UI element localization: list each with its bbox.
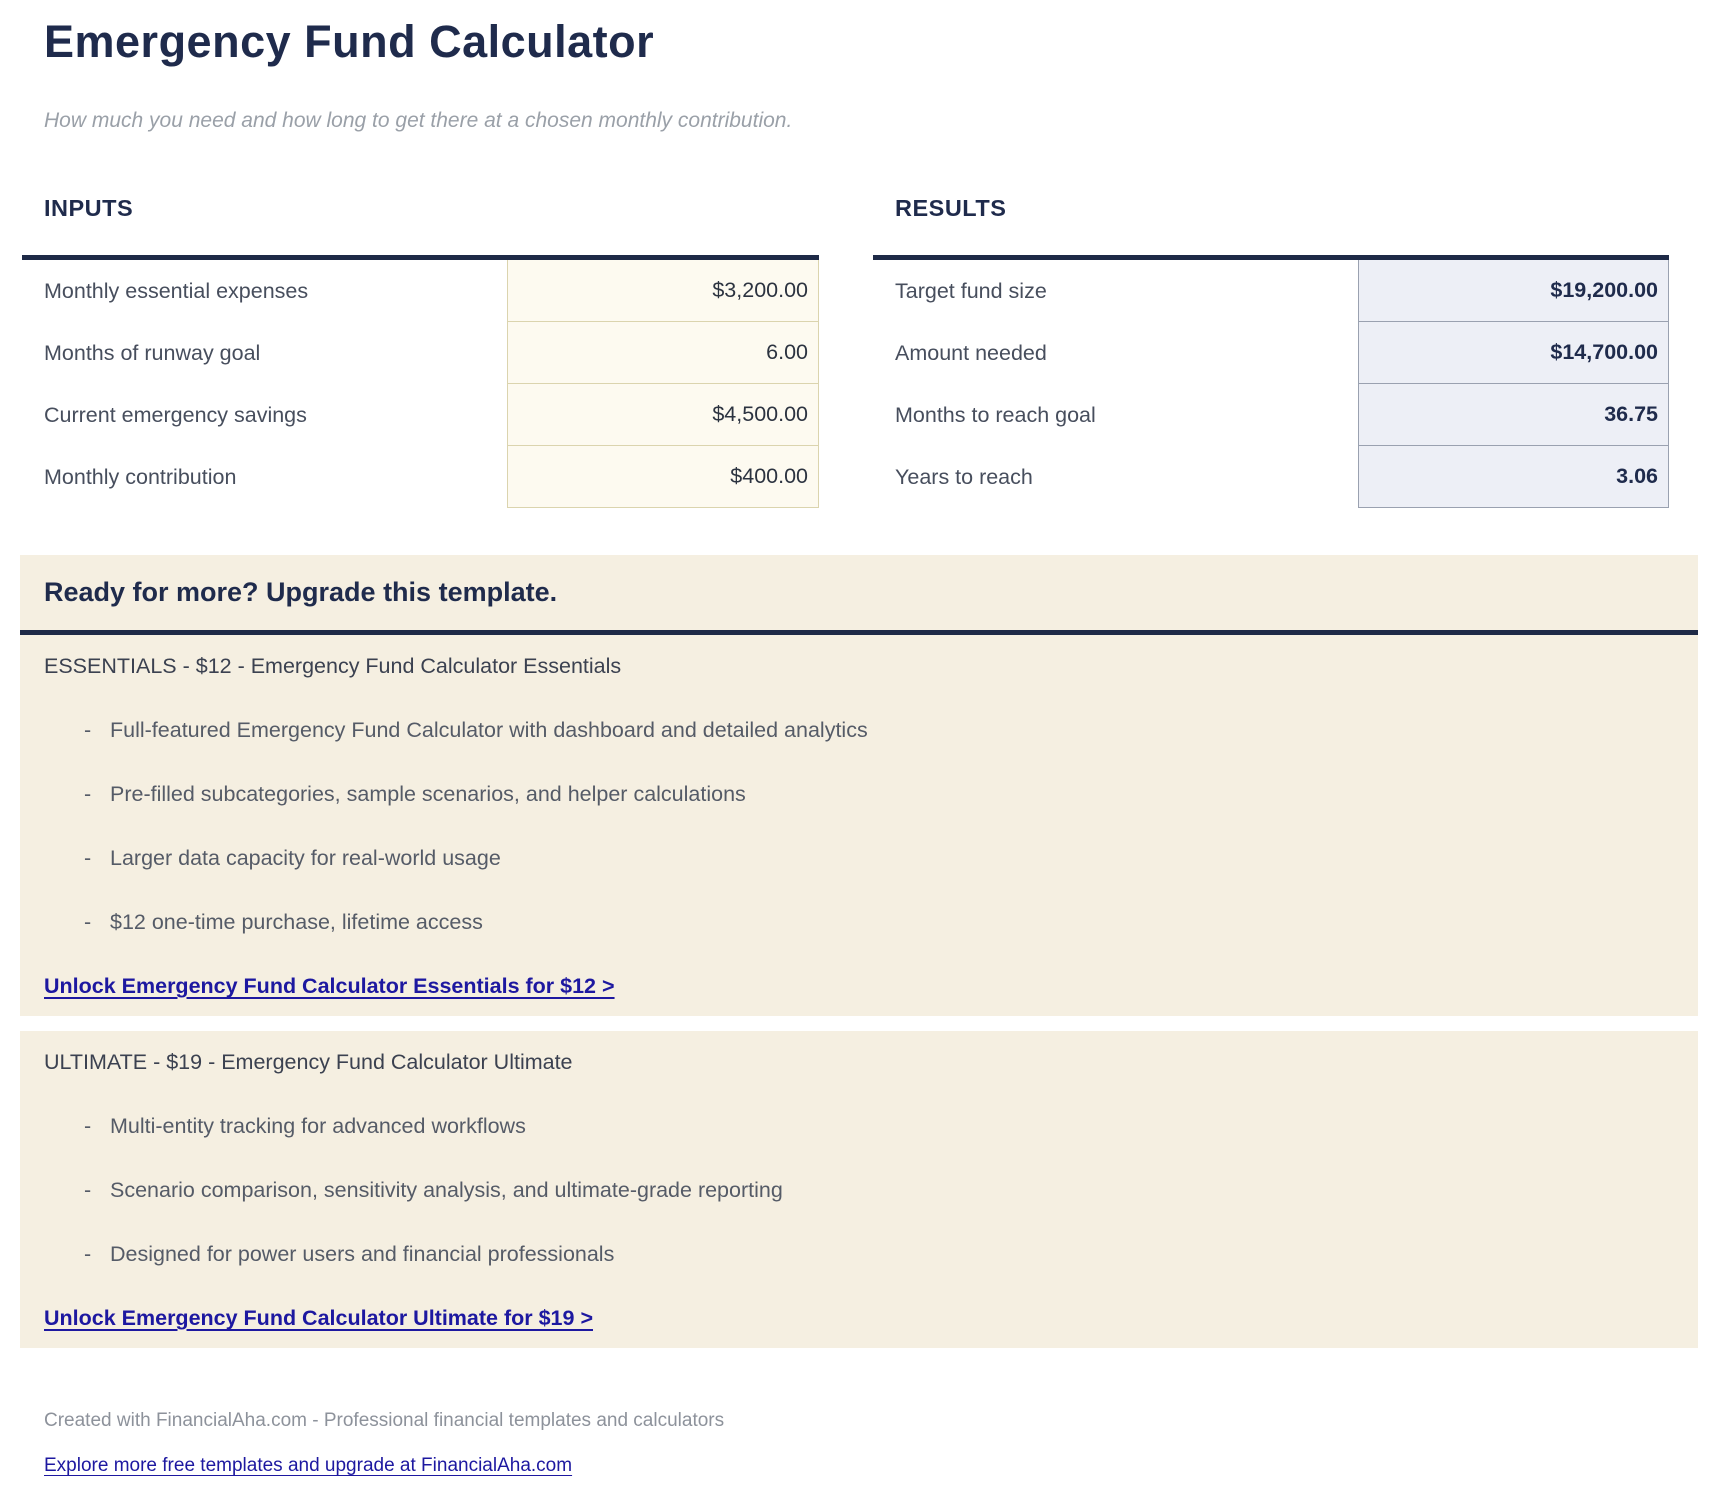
result-value-months-to-goal: 36.75: [1358, 384, 1669, 446]
table-row: [873, 446, 1669, 508]
bullet-text: Designed for power users and financial professionals: [110, 1242, 615, 1266]
calculator-section: [22, 195, 1718, 508]
inputs-heading: INPUTS: [44, 195, 134, 221]
input-label-monthly-expenses: Monthly essential expenses: [44, 278, 309, 303]
bullet-dash: -: [84, 1114, 92, 1138]
bullet-text: Scenario comparison, sensitivity analysis, and ultimate-grade reporting: [110, 1178, 783, 1202]
bullet-dash: -: [84, 718, 92, 742]
results-column: [873, 195, 1669, 508]
bullet-dash: -: [84, 1242, 92, 1266]
result-value-amount-needed: $14,700.00: [1358, 322, 1669, 384]
results-heading: RESULTS: [895, 195, 1007, 221]
input-label-runway-goal: Months of runway goal: [44, 340, 261, 365]
table-row: [873, 322, 1669, 384]
input-label-monthly-contribution: Monthly contribution: [44, 464, 237, 489]
input-field-monthly-expenses[interactable]: $3,200.00: [507, 260, 819, 322]
input-label-current-savings: Current emergency savings: [44, 402, 307, 427]
upgrade-banner: [20, 555, 1698, 635]
list-item: [44, 1113, 1674, 1139]
bullet-text: Full-featured Emergency Fund Calculator with dashboard and detailed analytics: [110, 718, 868, 742]
result-value-years-to-reach: 3.06: [1358, 446, 1669, 508]
result-value-target-fund: $19,200.00: [1358, 260, 1669, 322]
footer-explore-link[interactable]: Explore more free templates and upgrade at FinancialAha.com: [44, 1455, 573, 1476]
bullet-dash: -: [84, 910, 92, 934]
tier-essentials-title: ESSENTIALS - $12 - Emergency Fund Calculator Essentials: [44, 654, 622, 678]
bullet-dash: -: [84, 846, 92, 870]
tier-ultimate-title: ULTIMATE - $19 - Emergency Fund Calculator Ultimate: [44, 1050, 573, 1074]
list-item: [44, 1241, 1674, 1267]
result-label-target-fund: Target fund size: [895, 278, 1047, 303]
table-row: [873, 384, 1669, 446]
page-title: Emergency Fund Calculator: [44, 16, 655, 67]
footer-credit: Created with FinancialAha.com - Professional financial templates and calculators: [44, 1410, 725, 1431]
unlock-ultimate-link[interactable]: Unlock Emergency Fund Calculator Ultimate for $19 >: [44, 1306, 593, 1330]
list-item: [44, 781, 1674, 807]
inputs-column: [22, 195, 819, 508]
table-row: [22, 446, 819, 508]
table-row: [22, 260, 819, 322]
list-item: [44, 1177, 1674, 1203]
inputs-table: [22, 255, 819, 508]
list-item: [44, 717, 1674, 743]
input-field-current-savings[interactable]: $4,500.00: [507, 384, 819, 446]
unlock-essentials-link[interactable]: Unlock Emergency Fund Calculator Essentials for $12 >: [44, 974, 615, 998]
bullet-text: Multi-entity tracking for advanced workflows: [110, 1114, 526, 1138]
list-item: [44, 845, 1674, 871]
page-subtitle: How much you need and how long to get there at a chosen monthly contribution.: [44, 109, 793, 132]
table-row: [22, 384, 819, 446]
result-label-amount-needed: Amount needed: [895, 340, 1047, 365]
bullet-dash: -: [84, 1178, 92, 1202]
upgrade-heading: Ready for more? Upgrade this template.: [44, 577, 558, 607]
table-row: [873, 260, 1669, 322]
tier-ultimate: [20, 1031, 1698, 1348]
input-field-runway-goal[interactable]: 6.00: [507, 322, 819, 384]
results-table: [873, 255, 1669, 508]
result-label-months-to-goal: Months to reach goal: [895, 402, 1096, 427]
input-field-monthly-contribution[interactable]: $400.00: [507, 446, 819, 508]
table-row: [22, 322, 819, 384]
result-label-years-to-reach: Years to reach: [895, 464, 1033, 489]
list-item: [44, 909, 1674, 935]
tier-essentials: [20, 635, 1698, 1016]
bullet-text: Larger data capacity for real-world usage: [110, 846, 501, 870]
bullet-text: $12 one-time purchase, lifetime access: [110, 910, 483, 934]
bullet-dash: -: [84, 782, 92, 806]
bullet-text: Pre-filled subcategories, sample scenarios, and helper calculations: [110, 782, 746, 806]
